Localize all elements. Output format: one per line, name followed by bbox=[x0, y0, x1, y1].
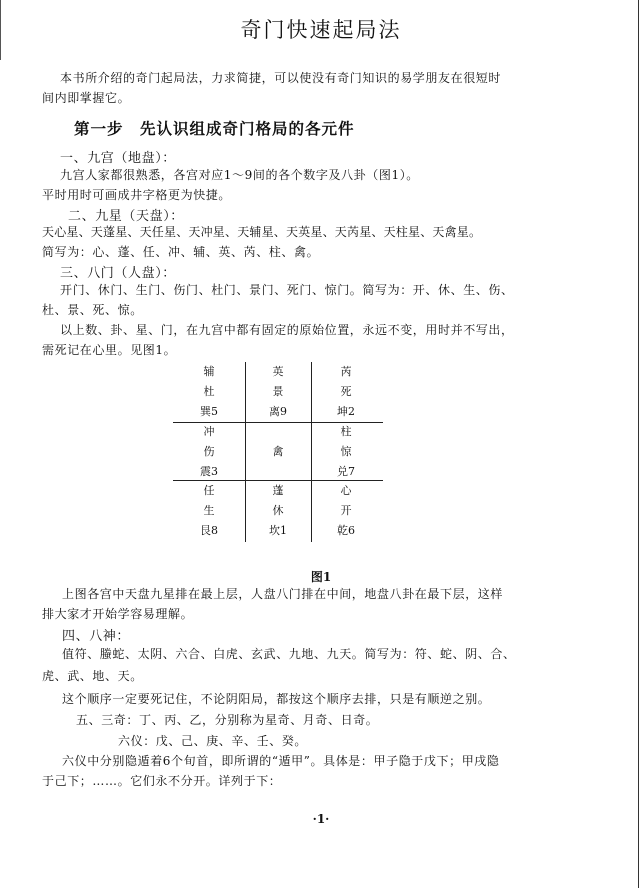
palace-cell-center: 禽 bbox=[272, 445, 284, 458]
palace-cell-dui: 柱 惊 兑7 bbox=[337, 425, 355, 478]
page-number: ·1· bbox=[312, 812, 330, 826]
document-title: 奇门快速起局法 bbox=[240, 18, 402, 42]
palace-cell-kun: 芮 死 坤2 bbox=[337, 365, 355, 418]
section-5-liuyi: 六仪：戊、己、庚、辛、壬、癸。 bbox=[118, 734, 308, 748]
section-3-title: 三、八门（人盘）： bbox=[60, 266, 176, 281]
section-1-line-1: 九宫人家都很熟悉，各宫对应1～9间的各个数字及八卦（图1）。 bbox=[60, 168, 419, 182]
palace-cell-gen: 任 生 艮8 bbox=[200, 484, 218, 537]
section-2-title: 二、九星（天盘）： bbox=[68, 209, 184, 224]
section-5-line-1: 六仪中分别隐遁着6个旬首，即所谓的“遁甲”。具体是：甲子隐于戊下；甲戌隐 bbox=[62, 754, 500, 768]
grid-line-vertical-2 bbox=[311, 362, 312, 542]
nine-palace-figure bbox=[173, 362, 383, 542]
section-1-line-2: 平时用时可画成井字格更为快捷。 bbox=[42, 188, 232, 202]
section-3-line-2: 杜、景、死、惊。 bbox=[42, 303, 143, 317]
page-edge-right bbox=[638, 0, 639, 888]
intro-line-1: 本书所介绍的奇门起局法，力求简捷，可以使没有奇门知识的易学朋友在很短时 bbox=[60, 71, 502, 85]
step-heading: 第一步 先认识组成奇门格局的各元件 bbox=[74, 119, 355, 138]
section-5-title: 五、三奇：丁、丙、乙，分别称为星奇、月奇、日奇。 bbox=[76, 713, 379, 727]
section-3-line-3: 以上数、卦、星、门，在九宫中都有固定的原始位置，永远不变，用时并不写出， bbox=[60, 323, 514, 337]
figure-note-line-1: 上图各宫中天盘九星排在最上层，人盘八门排在中间，地盘八卦在最下层，这样 bbox=[62, 587, 504, 601]
section-2-line-2: 简写为：心、蓬、任、冲、辅、英、芮、柱、禽。 bbox=[42, 245, 320, 259]
section-3-line-4: 需死记在心里。见图1。 bbox=[42, 343, 177, 357]
section-5-line-2: 于己下；……。它们永不分开。详列于下： bbox=[42, 774, 282, 788]
section-1-title: 一、九宫（地盘）： bbox=[60, 151, 176, 166]
palace-cell-xun: 辅 杜 巽5 bbox=[200, 365, 218, 418]
section-2-line-1: 天心星、天蓬星、天任星、天冲星、天辅星、天英星、天芮星、天柱星、天禽星。 bbox=[42, 225, 482, 239]
figure-caption: 图1 bbox=[310, 570, 332, 584]
section-4-line-3: 这个顺序一定要死记住，不论阴阳局，都按这个顺序去排，只是有顺逆之别。 bbox=[62, 692, 491, 706]
section-3-line-1: 开门、休门、生门、伤门、杜门、景门、死门、惊门。简写为：开、休、生、伤、 bbox=[60, 283, 514, 297]
section-4-title: 四、八神： bbox=[62, 629, 131, 644]
palace-cell-li: 英 景 离9 bbox=[269, 365, 287, 418]
palace-cell-zhen: 冲 伤 震3 bbox=[200, 425, 218, 478]
figure-note-line-2: 排大家才开始学容易理解。 bbox=[42, 607, 194, 621]
section-4-line-2: 虎、武、地、天。 bbox=[42, 669, 143, 683]
palace-cell-qian: 心 开 乾6 bbox=[337, 484, 355, 537]
intro-line-2: 间内即掌握它。 bbox=[42, 91, 131, 105]
palace-cell-kan: 蓬 休 坎1 bbox=[269, 484, 287, 537]
section-4-line-1: 值符、螣蛇、太阴、六合、白虎、玄武、九地、九天。简写为：符、蛇、阴、合、 bbox=[62, 647, 516, 661]
